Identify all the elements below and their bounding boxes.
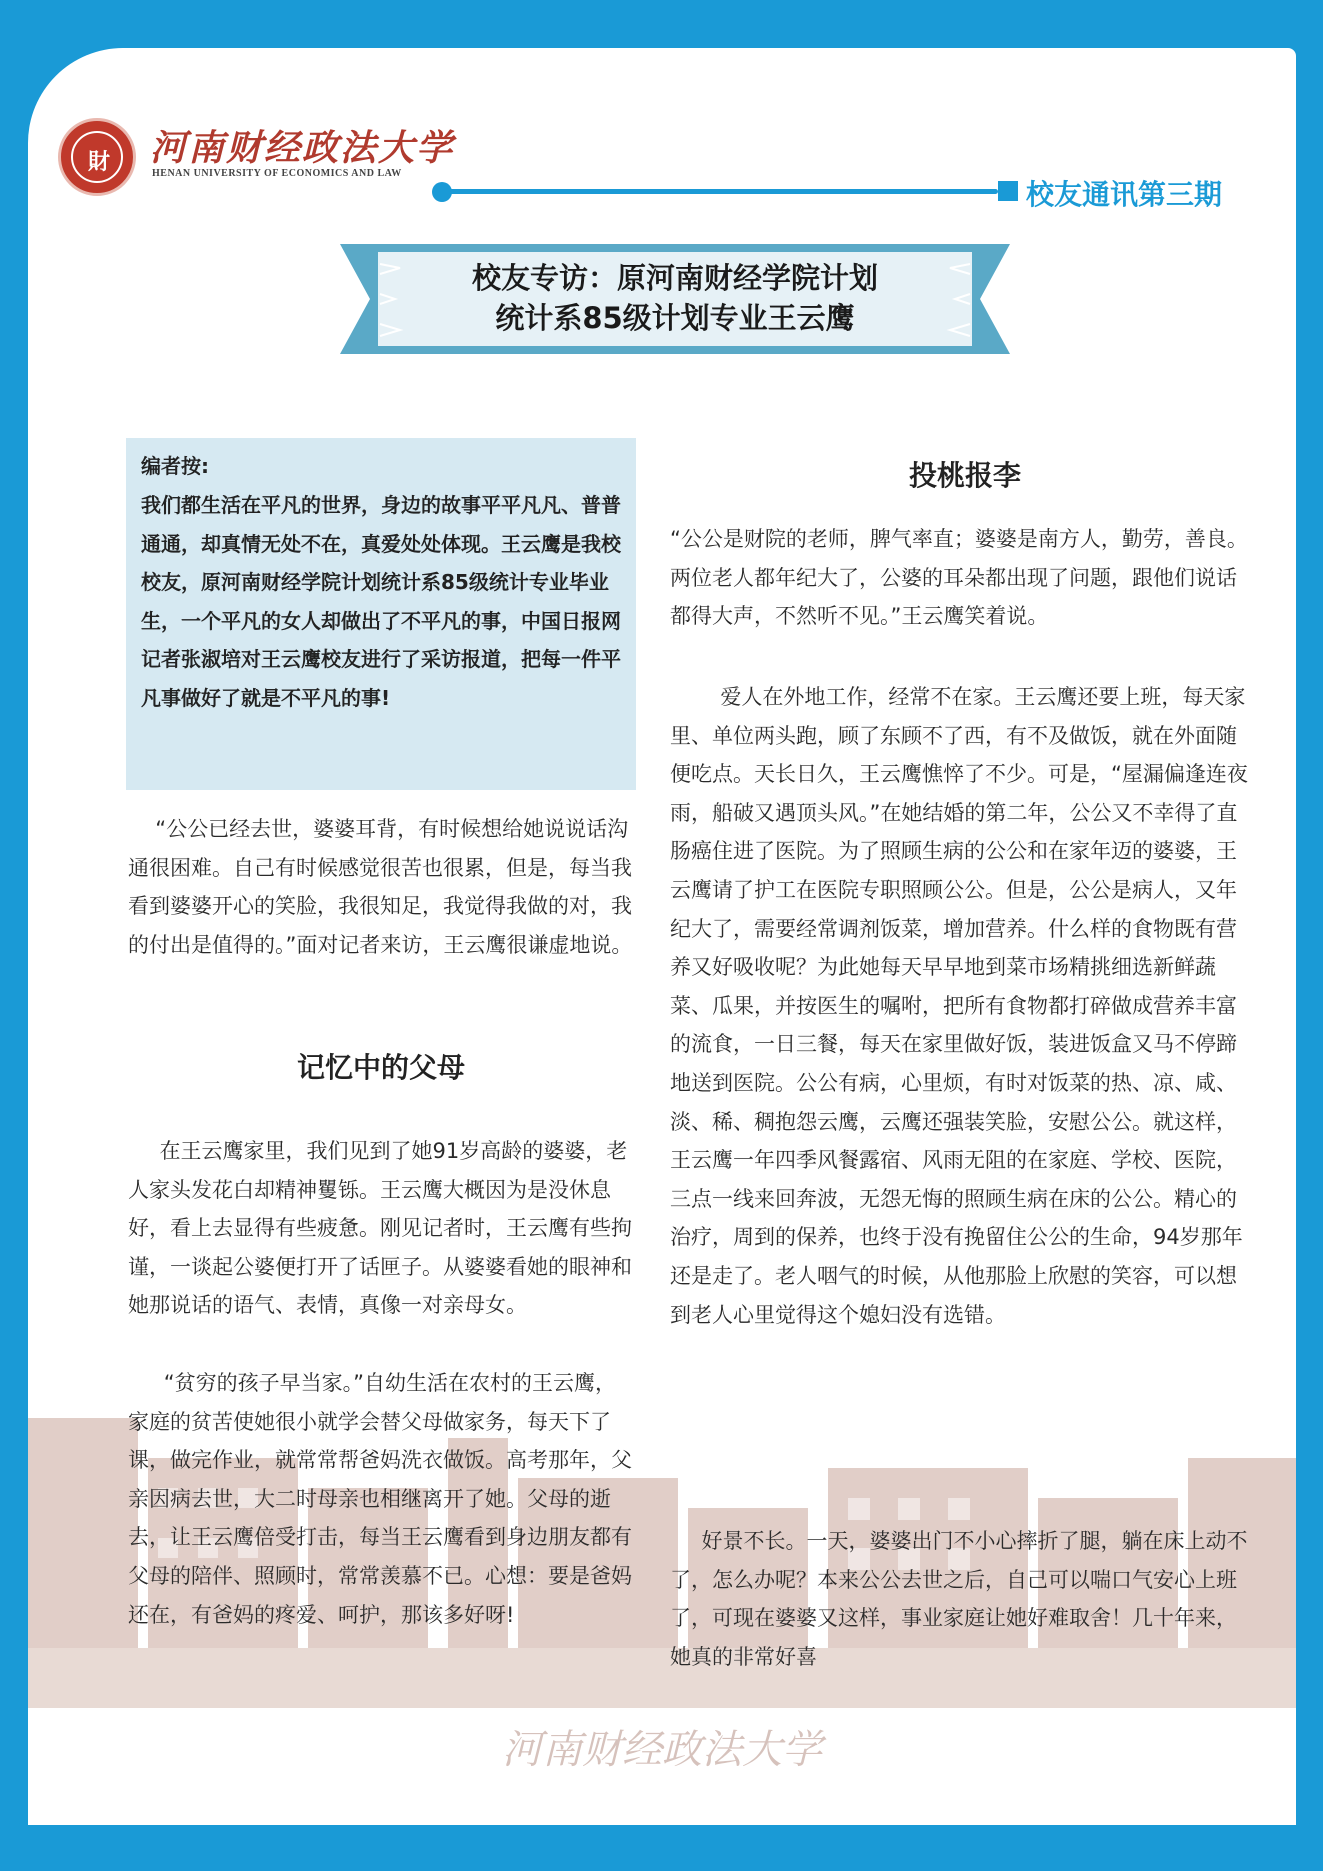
university-name-en: HENAN UNIVERSITY OF ECONOMICS AND LAW [152, 168, 402, 179]
right-paragraph-3: 好景不长。一天，婆婆出门不小心摔折了腿，躺在床上动不了，怎么办呢？本来公公去世之后，自己可以喘口气安心上班了，可现在婆婆又这样，事业家庭让她好难取舍！几十年来，她真的非常好喜 [670, 1529, 1248, 1669]
left-paragraph-3: “贫穷的孩子早当家。”自幼生活在农村的王云鹰，家庭的贫苦使她很小就学会替父母做家务，每天下了课，做完作业，就常常帮爸妈洗衣做饭。高考那年，父亲因病去世，大二时母亲也相继离开了她。父母的逝去，让王云鹰倍受打击，每当王云鹰看到身边朋友都有父母的陪伴、照顾时，常常羡慕不已。心想：要是爸妈还在，有爸妈的疼爱、呵护，那该多好呀! [128, 1371, 632, 1627]
left-section-title: 记忆中的父母 [296, 1051, 465, 1084]
right-paragraph-2: 爱人在外地工作，经常不在家。王云鹰还要上班，每天家里、单位两头跑，顾了东顾不了西，有不及做饭，就在外面随便吃点。天长日久，王云鹰憔悴了不少。可是，“屋漏偏逢连夜雨，船破又遇顶头风。”在她结婚的第二年，公公又不幸得了直肠癌住进了医院。为了照顾生病的公公和在家年迈的婆婆，王云鹰请了护工在医院专职照顾公公。但是，公公是病人，又年纪大了，需要经常调剂饭菜，增加营养。什么样的食物既有营养又好吸收呢？为此她每天早早地到菜市场精挑细选新鲜蔬菜、瓜果，并按医生的嘱咐，把所有食物都打碎做成营养丰富的流食，一日三餐，每天在家里做好饭，装进饭盒又马不停蹄地送到医院。公公有病，心里烦，有时对饭菜的热、凉、咸、淡、稀、稠抱怨云鹰，云鹰还强装笑脸，安慰公公。就这样，王云鹰一年四季风餐露宿、风雨无阻的在家庭、学校、医院，三点一线来回奔波，无怨无悔的照顾生病在床的公公。精心的治疗，周到的保养，也终于没有挽留住公公的生命，94岁那年还是走了。老人咽气的时候，从他那脸上欣慰的笑容，可以想到老人心里觉得这个媳妇没有选错。 [670, 685, 1248, 1327]
header-divider-dot [432, 182, 452, 202]
left-paragraph-1: “公公已经去世，婆婆耳背，有时候想给她说说话沟通很困难。自己有时候感觉很苦也很累，但是，每当我看到婆婆开心的笑脸，我很知足，我觉得我做的对，我的付出是值得的。”面对记者来访，王云鹰很谦虚地说。 [128, 817, 633, 957]
editor-note-box [126, 438, 636, 790]
university-name-cn: 河南财经政法大学 [150, 127, 455, 169]
right-paragraph-1: “公公是财院的老师，脾气率直；婆婆是南方人，勤劳，善良。两位老人都年纪大了，公婆的耳朵都出现了问题，跟他们说话都得大声，不然听不见。”王云鹰笑着说。 [670, 527, 1248, 629]
watermark-text: 河南财经政法大学 [502, 1727, 822, 1773]
editor-note-body: 我们都生活在平凡的世界，身边的故事平平凡凡、普普通通，却真情无处不在，真爱处处体现。王云鹰是我校校友，原河南财经学院计划统计系85级统计专业毕业生，一个平凡的女人却做出了不平凡的事，中国日报网记者张淑培对王云鹰校友进行了采访报道，把每一件平凡事做好了就是不平凡的事! [141, 493, 621, 710]
page-sheet [28, 48, 1296, 1825]
article-title-line1: 校友专访：原河南财经学院计划 [471, 261, 878, 295]
page-header [58, 118, 1268, 211]
editor-note-heading: 编者按: [141, 454, 209, 478]
right-section-title: 投桃报李 [908, 459, 1021, 492]
university-seal-icon: 財 [58, 118, 136, 196]
article-title-line2: 统计系85级计划专业王云鹰 [495, 301, 855, 335]
issue-label: 校友通讯第三期 [1026, 178, 1223, 211]
article-title [340, 258, 1010, 338]
title-banner [340, 244, 1010, 354]
header-square-marker [998, 181, 1018, 201]
left-paragraph-2: 在王云鹰家里，我们见到了她91岁高龄的婆婆，老人家头发花白却精神矍铄。王云鹰大概因为是没休息好，看上去显得有些疲惫。刚见记者时，王云鹰有些拘谨，一谈起公婆便打开了话匣子。从婆婆看她的眼神和她那说话的语气、表情，真像一对亲母女。 [128, 1139, 632, 1318]
header-divider-line [441, 189, 998, 194]
